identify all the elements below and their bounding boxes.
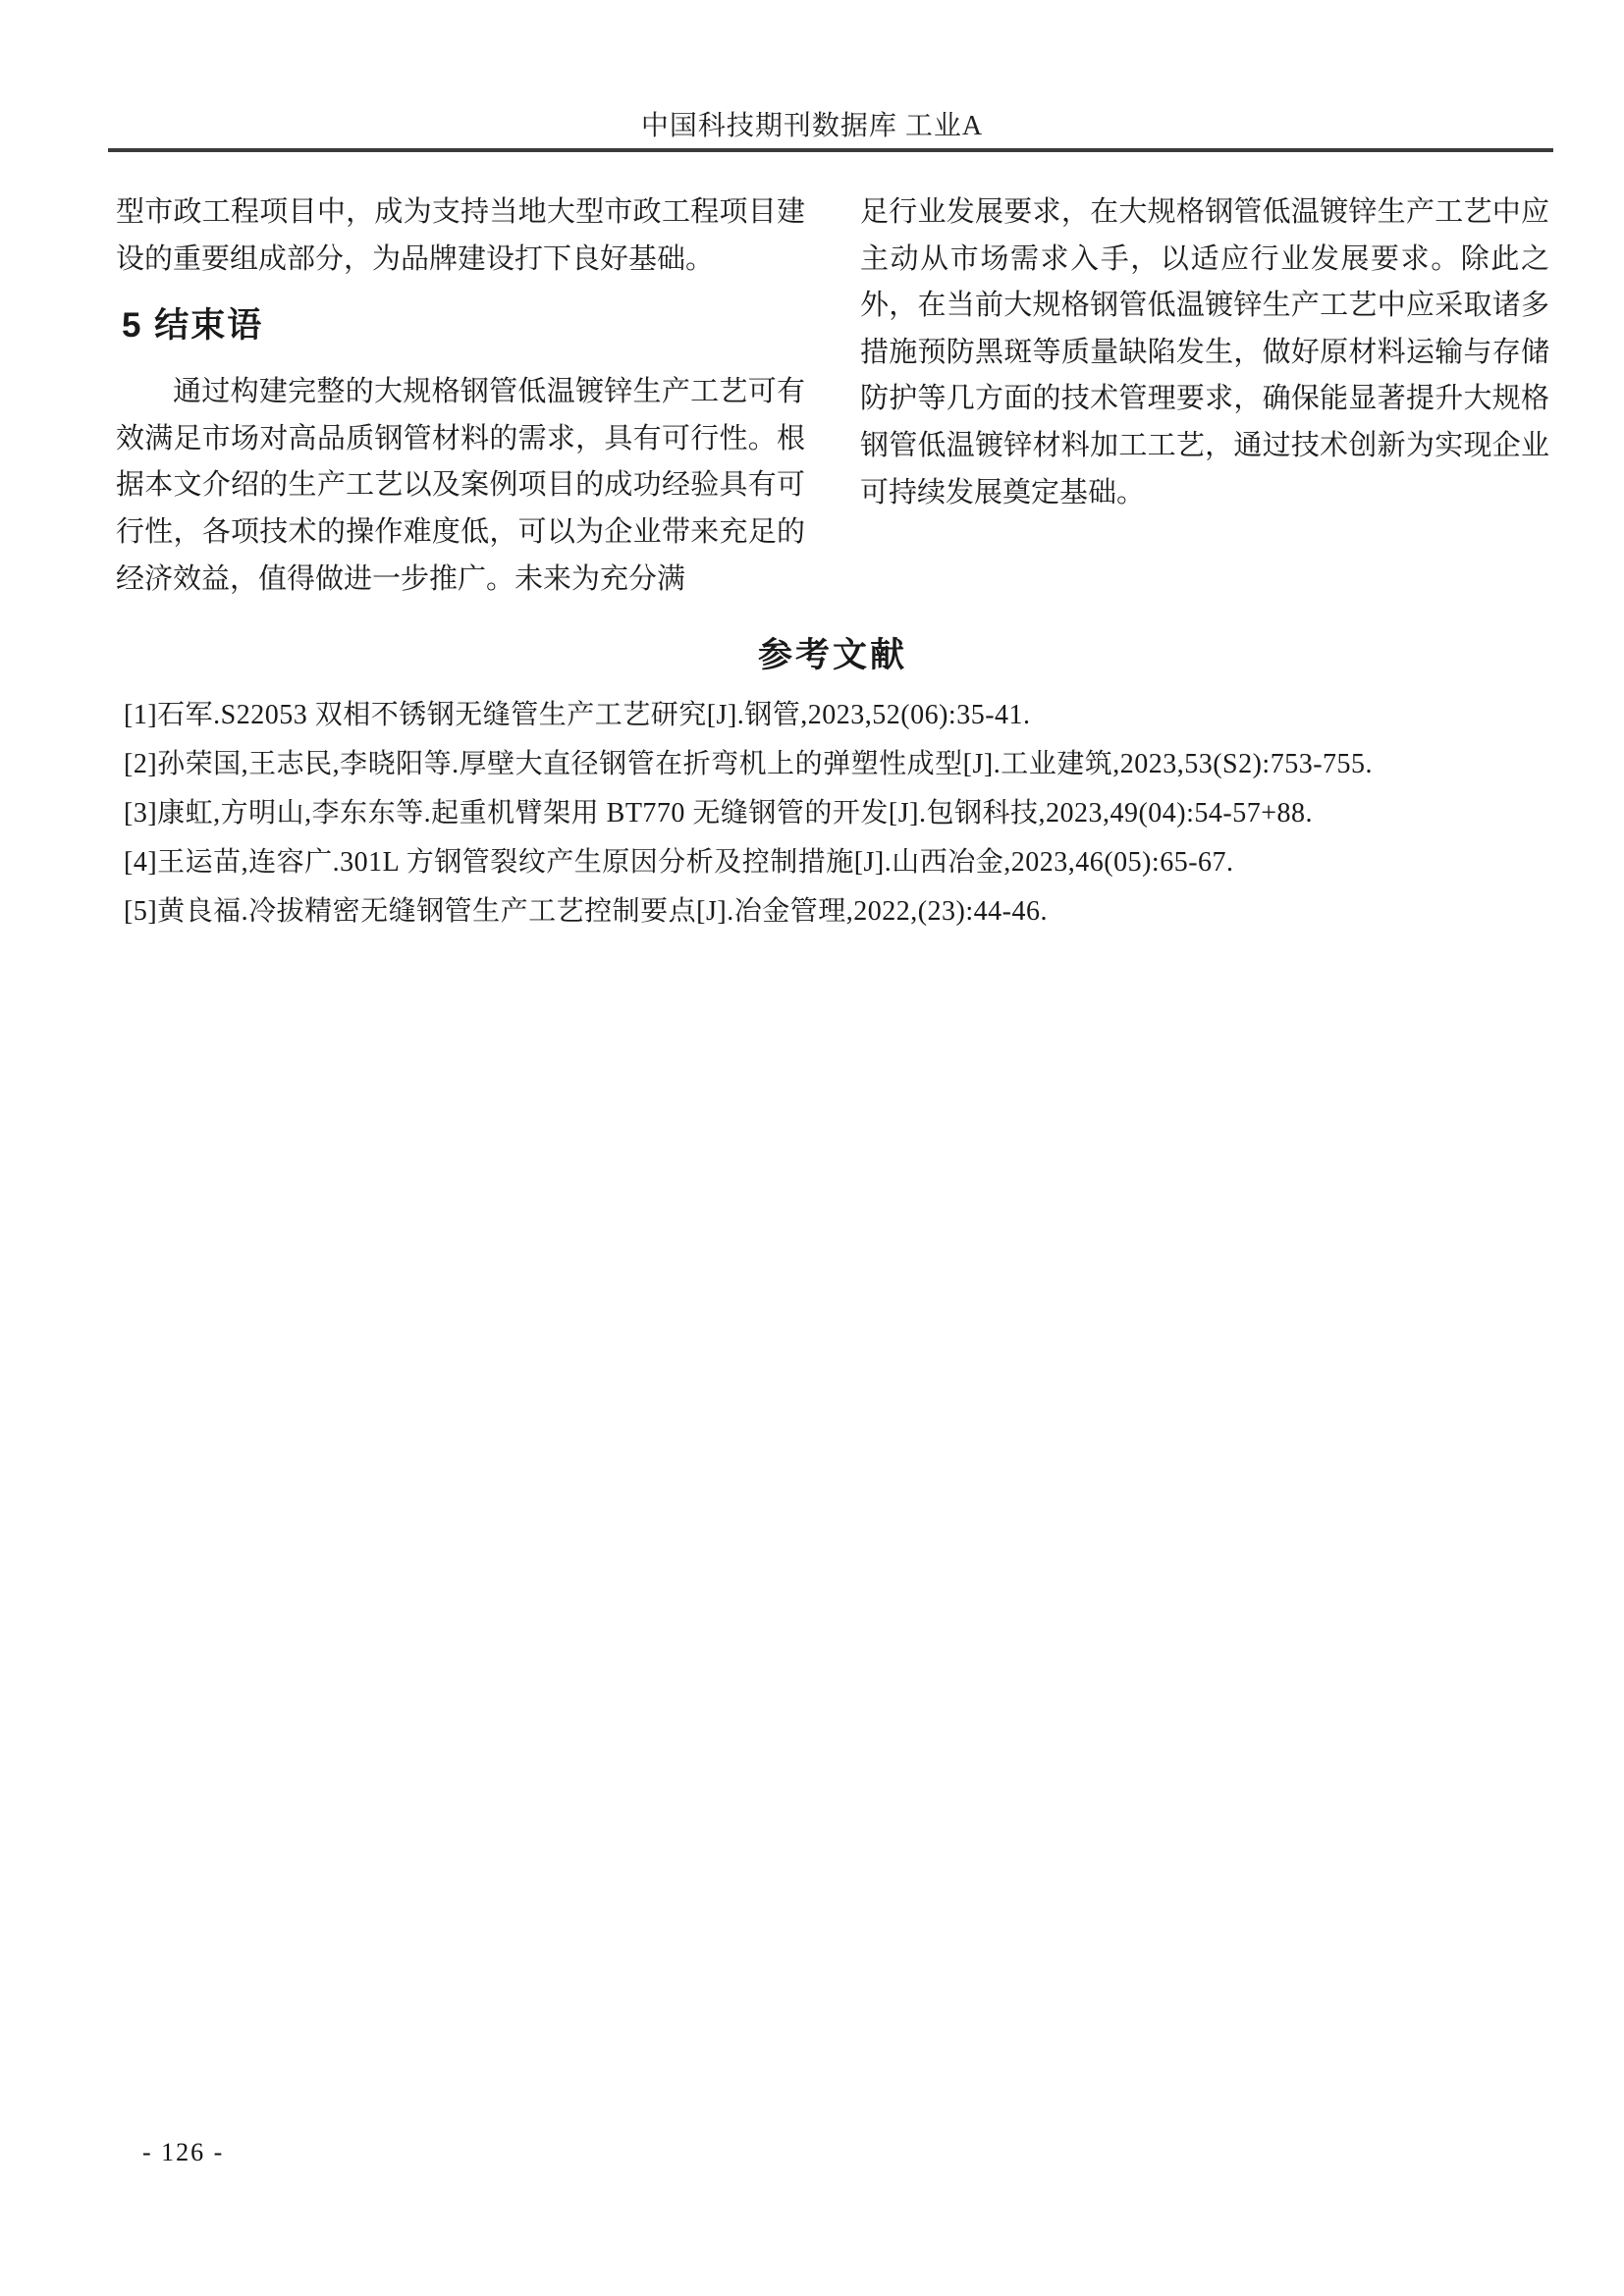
reference-item: [4]王运苗,连容广.301L 方钢管裂纹产生原因分析及控制措施[J].山西冶金,2023,46(05):65-67. xyxy=(124,847,1234,878)
paragraph-right: 足行业发展要求，在大规格钢管低温镀锌生产工艺中应主动从市场需求入手，以适应行业发展要求。除此之外，在当前大规格钢管低温镀锌生产工艺中应采取诸多措施预防黑斑等质量缺陷发生，做好原材料运输与存储防护等几方面的技术管理要求，确保能显著提升大规格钢管低温镀锌材料加工工艺，通过技术创新为实现企业可持续发展奠定基础。 xyxy=(860,196,1549,508)
left-column xyxy=(116,189,805,603)
page-number: - 126 - xyxy=(142,2138,225,2166)
reference-item: [5]黄良福.冷拔精密无缝钢管生产工艺控制要点[J].冶金管理,2022,(23):44-46. xyxy=(124,896,1048,927)
reference-item: [3]康虹,方明山,李东东等.起重机臂架用 BT770 无缝钢管的开发[J].包钢科技,2023,49(04):54-57+88. xyxy=(124,798,1314,828)
article-body xyxy=(116,189,1549,603)
paragraph-conclusion: 通过构建完整的大规格钢管低温镀锌生产工艺可有效满足市场对高品质钢管材料的需求，具有可行性。根据本文介绍的生产工艺以及案例项目的成功经验具有可行性，各项技术的操作难度低，可以为企业带来充足的经济效益，值得做进一步推广。未来为充分满 xyxy=(116,376,805,595)
section-heading-conclusion: 5 结束语 xyxy=(122,306,264,346)
right-column xyxy=(860,189,1549,603)
paragraph-continued: 型市政工程项目中，成为支持当地大型市政工程项目建设的重要组成部分，为品牌建设打下良好基础。 xyxy=(116,196,805,275)
reference-item: [1]石军.S22053 双相不锈钢无缝管生产工艺研究[J].钢管,2023,52(06):35-41. xyxy=(124,700,1031,730)
reference-item: [2]孙荣国,王志民,李晓阳等.厚壁大直径钢管在折弯机上的弹塑性成型[J].工业建筑,2023,53(S2):753-755. xyxy=(124,749,1374,779)
header-rule-divider xyxy=(108,148,1553,152)
references-heading: 参考文献 xyxy=(757,636,907,674)
journal-header-title: 中国科技期刊数据库 工业A xyxy=(640,111,984,141)
references-list xyxy=(116,691,1549,936)
references-section xyxy=(116,634,1549,936)
